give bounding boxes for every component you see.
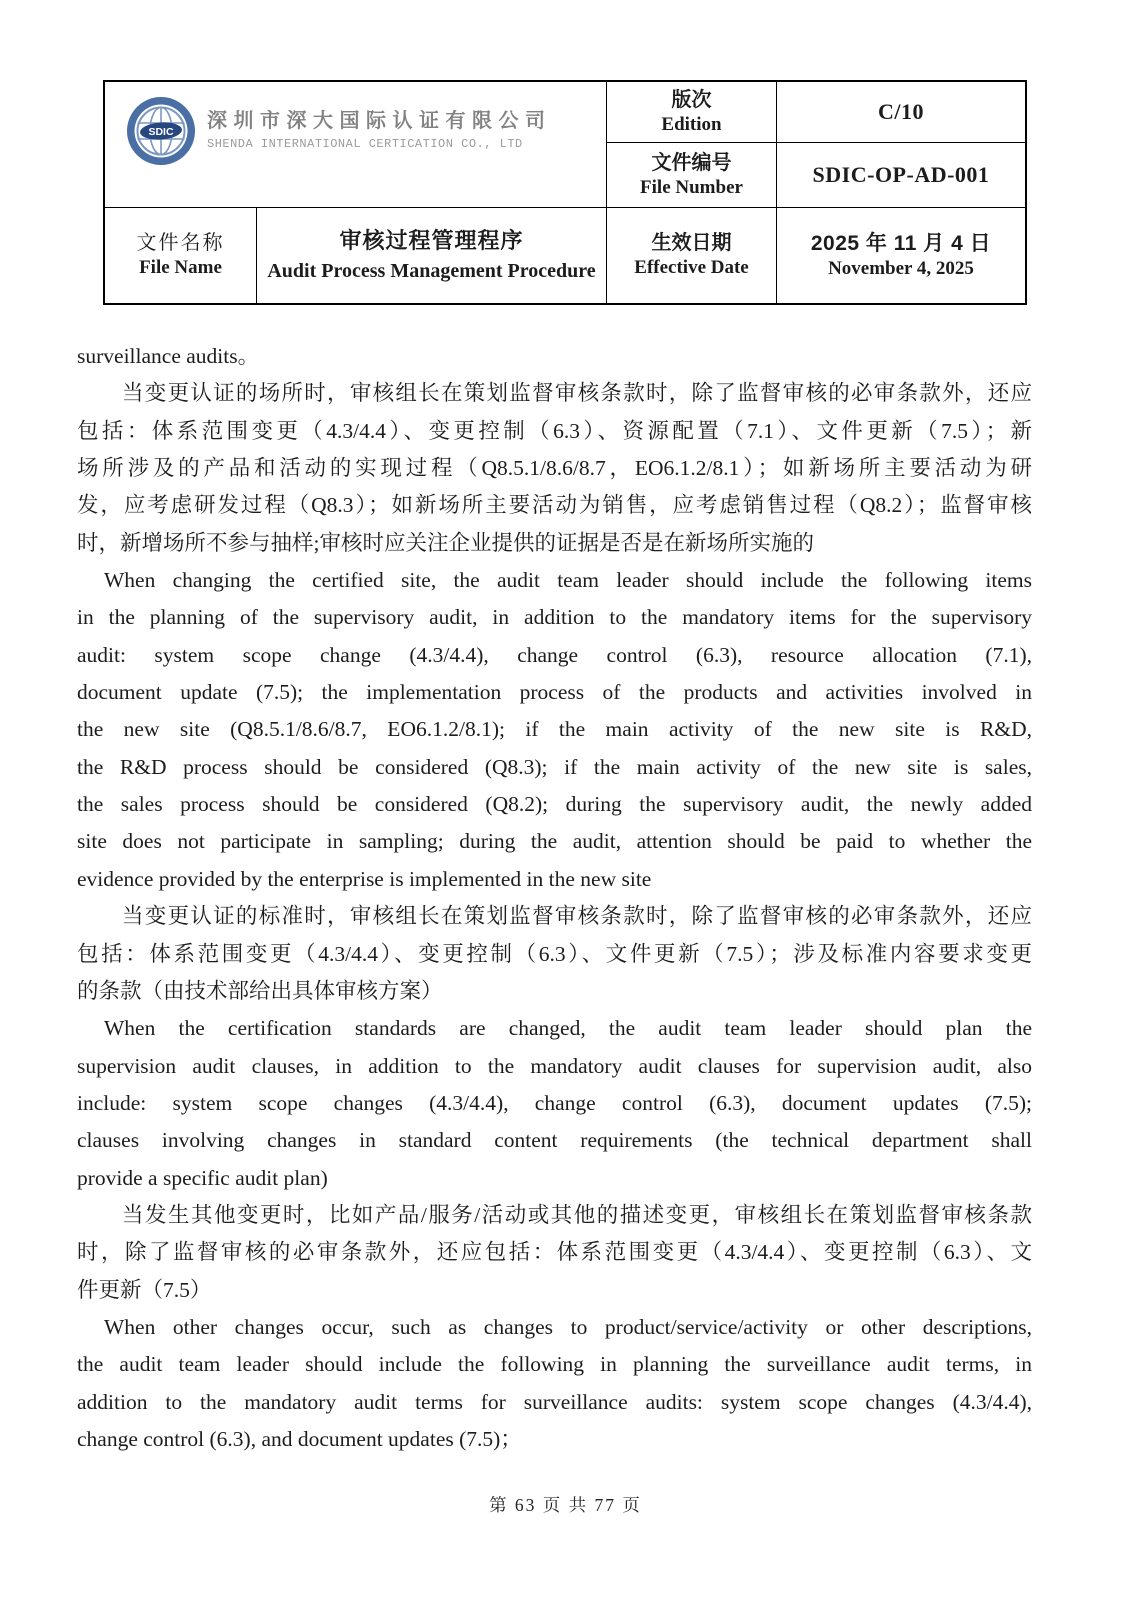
text-line: in the planning of the supervisory audit, in addition to the mandatory items for the supervisory [77, 605, 1032, 630]
file-name-label-en: File Name [139, 257, 222, 279]
text-line: the sales process should be considered (Q8.2); during the supervisory audit, the newly added [77, 792, 1032, 817]
text-line: change control (6.3), and document updates (7.5)； [77, 1426, 522, 1451]
effective-date-label-en: Effective Date [634, 257, 749, 279]
file-name-label-cell [105, 208, 257, 303]
edition-value-cell [777, 82, 1025, 143]
edition-label-en: Edition [661, 113, 722, 135]
file-number-value-cell [777, 143, 1025, 208]
file-name-label-cn: 文件名称 [136, 232, 225, 255]
file-title-cn: 审核过程管理程序 [339, 228, 524, 254]
page-number-footer: 第 63 页 共 77 页 [489, 1495, 642, 1515]
text-line: site does not participate in sampling; during the audit, attention should be paid to whether the [77, 829, 1032, 854]
company-logo-cell [105, 82, 607, 208]
text-line: 件更新（7.5） [77, 1277, 212, 1302]
text-line: addition to the mandatory audit terms for surveillance audits: system scope changes (4.3/4.4), [77, 1389, 1032, 1414]
text-line: the audit team leader should include the following in planning the surveillance audit terms, in [77, 1352, 1032, 1377]
text-line: audit: system scope change (4.3/4.4), change control (6.3), resource allocation (7.1), [77, 642, 1032, 667]
text-line: 当发生其他变更时，比如产品/服务/活动或其他的描述变更，审核组长在策划监督审核条款 [122, 1202, 1032, 1227]
file-number-label-cn: 文件编号 [651, 151, 732, 174]
file-number-label-cell [607, 143, 777, 208]
text-line: 的条款（由技术部给出具体审核方案） [77, 978, 443, 1003]
file-title-en: Audit Process Management Procedure [267, 259, 596, 282]
edition-label-cell [607, 82, 777, 143]
text-line: 发，应考虑研发过程（Q8.3）；如新场所主要活动为销售，应考虑销售过程（Q8.2）；监督审核 [77, 493, 1032, 518]
file-number-value: SDIC-OP-AD-001 [812, 162, 990, 188]
text-line: 时，新增场所不参与抽样;审核时应关注企业提供的证据是否是在新场所实施的 [77, 530, 814, 555]
company-name-cn: 深圳市深大国际认证有限公司 [207, 110, 552, 132]
text-line: 包括：体系范围变更（4.3/4.4）、变更控制（6.3）、文件更新（7.5）；涉及标准内容要求变更 [77, 941, 1032, 966]
text-line: provide a specific audit plan) [77, 1165, 328, 1190]
text-line: include: system scope changes (4.3/4.4), change control (6.3), document updates (7.5); [77, 1090, 1032, 1115]
edition-value: C/10 [878, 99, 924, 125]
text-line: 时，除了监督审核的必审条款外，还应包括：体系范围变更（4.3/4.4）、变更控制（6.3）、文 [77, 1240, 1032, 1265]
effective-date-label-cn: 生效日期 [651, 232, 732, 255]
effective-date-value-en: November 4, 2025 [828, 257, 974, 279]
effective-date-value-cn: 2025 年 11 月 4 日 [810, 231, 992, 255]
text-line: When other changes occur, such as changes to product/service/activity or other descriptions, [104, 1314, 1032, 1339]
company-name-block [207, 109, 552, 152]
file-title-cell [257, 208, 607, 303]
text-line: 当变更认证的标准时，审核组长在策划监督审核条款时，除了监督审核的必审条款外，还应 [122, 904, 1032, 929]
text-line: clauses involving changes in standard content requirements (the technical department shall [77, 1128, 1032, 1153]
body-text [77, 338, 1032, 1458]
company-name-en: SHENDA INTERNATIONAL CERTICATION CO., LTD [207, 137, 523, 151]
effective-date-value-cell [777, 208, 1025, 303]
text-line: the new site (Q8.5.1/8.6/8.7, EO6.1.2/8.1); if the main activity of the new site is R&D, [77, 717, 1032, 742]
text-line: the R&D process should be considered (Q8.3); if the main activity of the new site is sales, [77, 754, 1032, 779]
effective-date-label-cell [607, 208, 777, 303]
text-line: 场所涉及的产品和活动的实现过程（Q8.5.1/8.6/8.7，EO6.1.2/8.1）；如新场所主要活动为研 [77, 456, 1032, 481]
text-line: 包括：体系范围变更（4.3/4.4）、变更控制（6.3）、资源配置（7.1）、文件更新（7.5）；新 [77, 418, 1032, 443]
text-line: 当变更认证的场所时，审核组长在策划监督审核条款时，除了监督审核的必审条款外，还应 [122, 381, 1032, 406]
edition-label-cn: 版次 [671, 88, 712, 111]
text-line: document update (7.5); the implementation process of the products and activities involved in [77, 680, 1032, 705]
text-line: When changing the certified site, the audit team leader should include the following items [104, 568, 1032, 593]
text-line: supervision audit clauses, in addition to the mandatory audit clauses for supervision audit, also [77, 1053, 1032, 1078]
text-line: evidence provided by the enterprise is implemented in the new site [77, 866, 652, 891]
company-logo-icon [125, 95, 197, 167]
logo-acronym-text: SDIC [148, 125, 174, 138]
text-line: When the certification standards are changed, the audit team leader should plan the [104, 1016, 1032, 1041]
file-number-label-en: File Number [640, 176, 743, 198]
document-header-table [103, 80, 1027, 305]
text-line: surveillance audits。 [77, 344, 260, 368]
